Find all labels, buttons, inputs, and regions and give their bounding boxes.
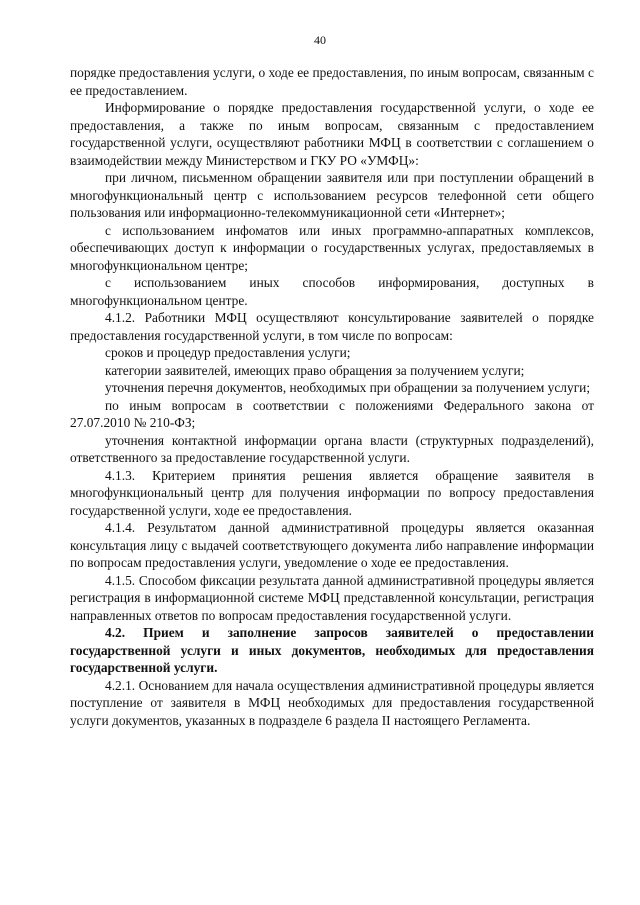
paragraph: уточнения контактной информации органа власти (структурных подразделений), ответственного за предоставление государственной услуги.	[70, 432, 594, 465]
paragraph: 4.1.3. Критерием принятия решения является обращение заявителя в многофункциональный центр для получения информации по вопросу предоставления государственной услуги, ходе ее предоставления.	[70, 467, 594, 518]
paragraph: уточнения перечня документов, необходимых при обращении за получением услуги;	[105, 380, 591, 395]
section-heading: 4.2. Прием и заполнение запросов заявителей о предоставлении государственной услуги и иных документов, необходимых для предоставления государственной услуги.	[70, 625, 594, 675]
paragraph: 4.1.4. Результатом данной административной процедуры является оказанная консультация лицу с выдачей соответствующего документа либо направление информации по вопросам предоставления услуги, уведомление о ходе ее предоставления.	[70, 520, 594, 570]
paragraph: при личном, письменном обращении заявителя или при поступлении обращений в многофункциональный центр с использованием ресурсов телефонной сети общего пользования или информационно-телекоммуникационной сети «Интернет»;	[70, 170, 594, 220]
paragraph: 4.1.5. Способом фиксации результата данной административной процедуры является регистрация в информационной системе МФЦ представленной консультации, регистрация направленных ответов по вопросам предоставления государственной услуги.	[70, 572, 594, 623]
paragraph: 4.1.2. Работники МФЦ осуществляют консультирование заявителей о порядке предоставления государственной услуги, в том числе по вопросам:	[70, 310, 594, 343]
paragraph: Информирование о порядке предоставления государственной услуги, о ходе ее предоставления, а также по иным вопросам, связанным с предоставлением государственной услуги, осуществляют работники МФЦ в соответствии с соглашением о взаимодействии между Министерством и ГКУ РО «УМФЦ»:	[70, 100, 594, 168]
paragraph: сроков и процедур предоставления услуги;	[105, 345, 351, 360]
paragraph: с использованием инфоматов или иных программно-аппаратных комплексов, обеспечивающих доступ к информации о государственных услугах, предоставляемых в многофункциональном центре;	[70, 222, 594, 273]
page-number: 40	[314, 33, 326, 47]
paragraph: 4.2.1. Основанием для начала осуществления административной процедуры является поступление от заявителя в МФЦ необходимых для предоставления государственной услуги документов, указанных в подразделе 6 раздела II настоящего Регламента.	[70, 677, 594, 728]
document-body	[70, 64, 594, 729]
paragraph: с использованием иных способов информирования, доступных в многофункциональном центре.	[70, 275, 594, 308]
paragraph: категории заявителей, имеющих право обращения за получением услуги;	[105, 362, 525, 378]
paragraph: по иным вопросам в соответствии с положениями Федерального закона от 27.07.2010 № 210-ФЗ;	[70, 397, 594, 430]
paragraph: порядке предоставления услуги, о ходе ее предоставления, по иным вопросам, связанным с ее предоставлением.	[70, 65, 594, 98]
